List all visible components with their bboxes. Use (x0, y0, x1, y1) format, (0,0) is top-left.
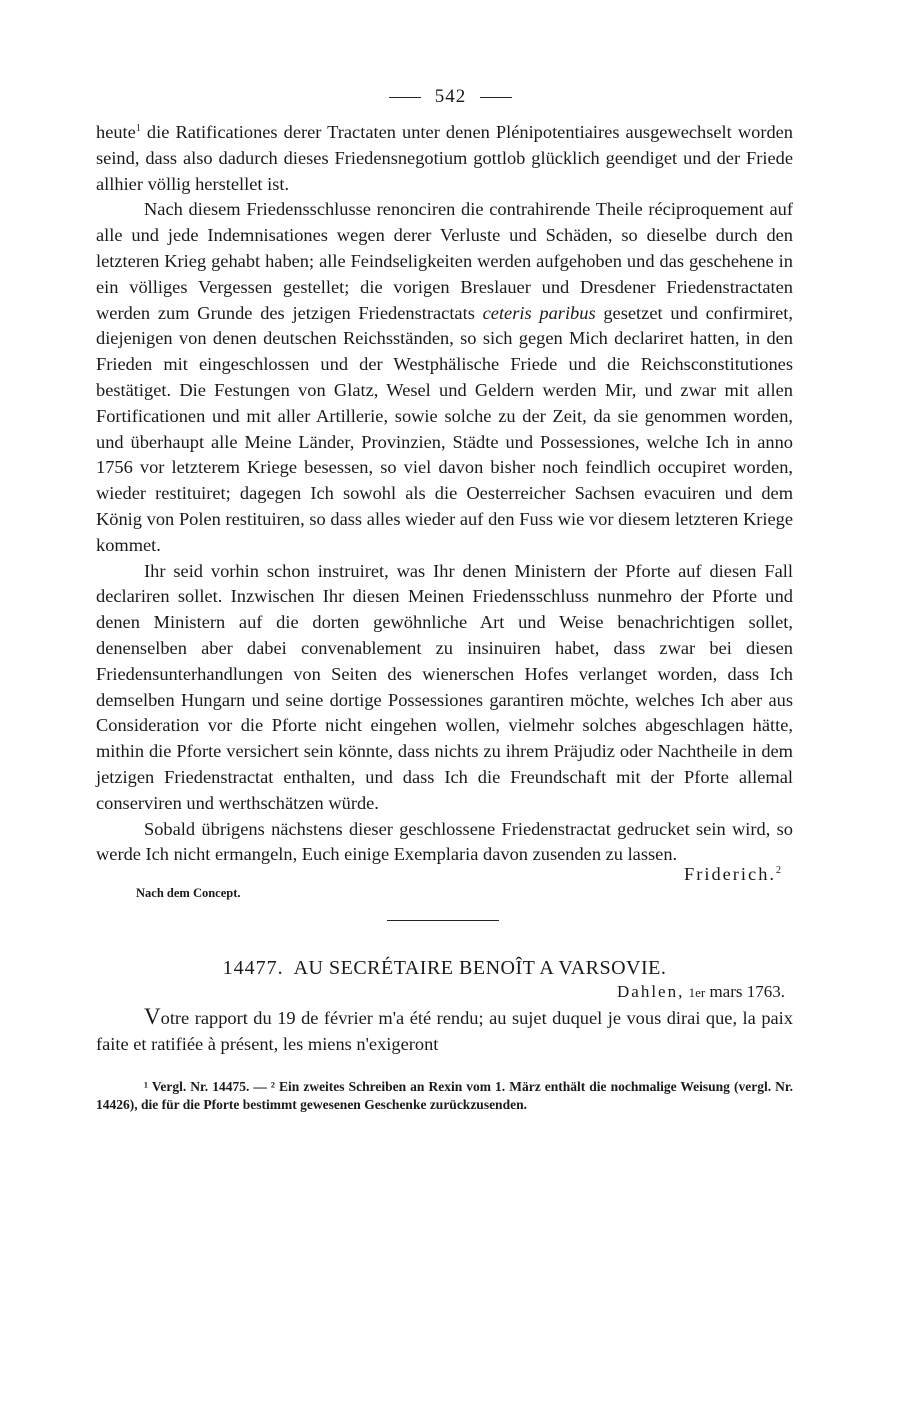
footnote-ref-2: 2 (776, 864, 783, 876)
footnote-text: ¹ Vergl. Nr. 14475. — ² Ein zweites Schreiben an Rexin vom 1. März enthält die nochmalige Weisung (vergl. Nr. 14426), die für die Pforte bestimmt gewesenen Geschenke zurückzusenden. (96, 1078, 793, 1113)
paragraph-continuation: heute$^1$ die Ratificationes derer Tractaten unter denen Plénipotentiaires ausgewechselt worden seind, dass also dadurch dieses Friedensnegotium gottlob glücklich geendiget und der Friede allhier völlig herstellet ist. (96, 122, 793, 194)
page-number-text: 542 (434, 86, 467, 107)
paragraph-porte-instructions: Ihr seid vorhin schon instruiret, was Ihr denen Ministern der Pforte auf diesen Fall declariren sollet. Inzwischen Ihr diesen Meinen Friedensschluss nunmehro der Pforte und denen Ministern auf die dorten gewöhnliche Art und Weise benachrichtigen sollet, denenselben aber dabei convenablement zu insinuiren habet, dass zwar bei diesen Friedensunterhandlungen von Seiten des wienerschen Hofes verlanget worden, dass Ich demselben Hungarn und seine dortige Possessiones garantiren möchte, welches Ich aber aus Consideration vor die Pforte nicht eingehen wollen, vielmehr solches abgeschlagen hätte, mithin die Pforte versichert sein könnte, dass nichts zu ihrem Präjudiz oder Nachtheile in dem jetzigen Friedenstractat enthalten, und dass Ich die Freundschaft mit der Pforte allemal conserviren und werthschätzen würde. (96, 560, 793, 813)
latin-phrase: ceteris paribus (482, 302, 596, 323)
letter-opening: Votre rapport du 19 de février m'a été rendu; au sujet duquel je vous dirai que, la paix faite et ratifiée à présent, les miens n'exigeront (96, 1004, 793, 1054)
footnotes (96, 1078, 793, 1115)
letter-title: AU SECRÉTAIRE BENOÎT A VARSOVIE. (293, 957, 667, 980)
paragraph-peace-terms: Nach diesem Friedensschlusse renonciren die contrahirende Theile réciproquement auf alle und jede Indemnisationes wegen derer Verluste und Schäden, so dieselbe durch den letzteren Krieg gehabt haben; alle Feindseligkeiten werden aufgehoben und das geschehene in ein völliges Vergessen gestellet; die vorigen Breslauer und Dresdener Friedenstractaten werden zum Grunde des jetzigen Friedenstractats ceteris paribus gesetzet und confirmiret, diejenigen von denen deutschen Reichsständen, so sich gegen Mich declariret hatten, in den Frieden mit eingeschlossen und der Westphälische Friede und die Reichsconstitutiones bestätiget. Die Festungen von Glatz, Wesel und Geldern werden Mir, und zwar mit allen Fortificationen und mit aller Artillerie, sowie solche zu der Zeit, da sie genommen worden, und überhaupt alle Meine Länder, Provinzien, Städte und Possessiones, welche Ich in anno 1756 vor letzterem Kriege besessen, so viel davon bisher noch feindlich occupiret worden, wieder restituiret; dagegen Ich sowohl als die Oesterreicher Sachsen evacuiren und dem König von Polen restituiren, so dass alles wieder auf den Fuss wie vor diesem letzteren Kriege kommet. (96, 199, 793, 555)
footnote-ref-1: 1 (135, 122, 141, 134)
paragraph-closing: Sobald übrigens nächstens dieser geschlossene Friedenstractat gedrucket sein wird, so werde Ich nicht ermangeln, Euch einige Exemplaria davon zusenden zu lassen. (96, 818, 793, 865)
date-day: 1er (688, 985, 706, 1001)
date-place: Dahlen, (617, 982, 685, 1002)
signature-row (96, 864, 793, 910)
document-page (96, 86, 793, 1115)
page-number-dash-left (389, 97, 421, 98)
date-rest: mars 1763. (709, 982, 785, 1002)
letter-number: 14477. (222, 957, 284, 980)
source-note: Nach dem Concept. (136, 886, 241, 901)
opening-initial: V (144, 1004, 161, 1030)
letter-dateline (96, 982, 785, 1002)
page-number-dash-right (480, 97, 512, 98)
signature: Friderich.$^2$ (683, 864, 783, 885)
page-number (108, 86, 793, 108)
letter-heading (96, 957, 793, 980)
section-divider (387, 920, 499, 921)
